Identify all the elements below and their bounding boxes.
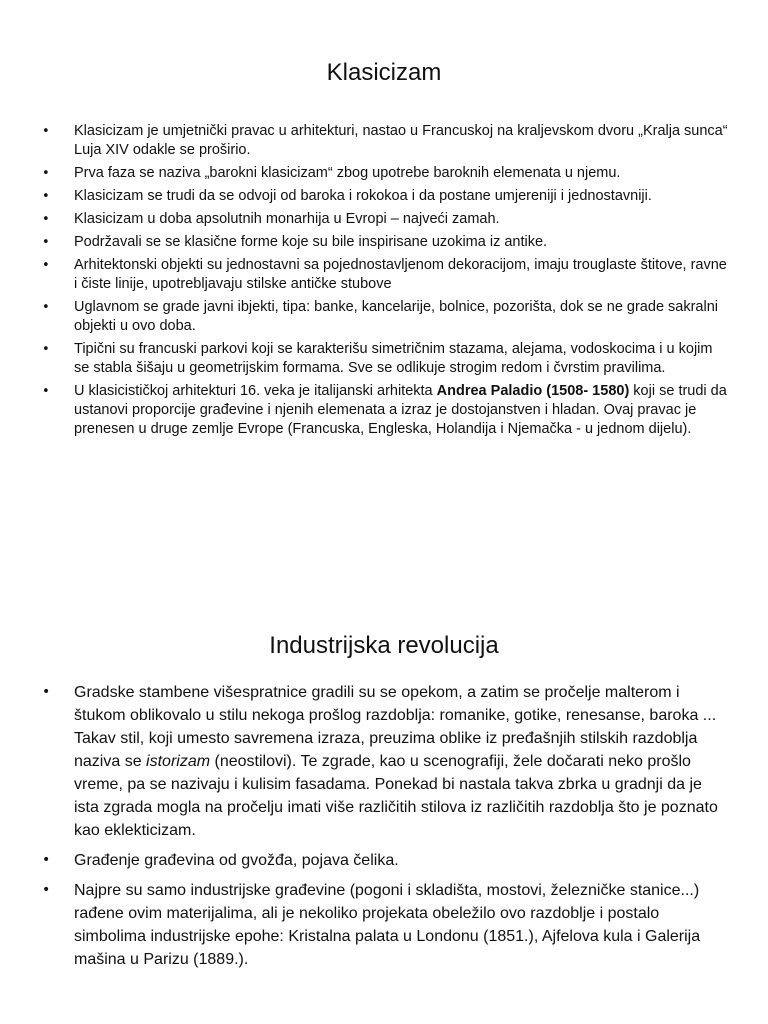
list-item [42,681,728,842]
list-item [42,187,728,206]
bullet-icon: • [42,235,50,250]
bullet-icon: • [42,342,50,357]
list-item-text: Tipični su francuski parkovi koji se karakterišu simetričnim stazama, alejama, vodoskocima i u kojim se stabla šišaju u geometrijskim formama. Sve se odlikuje strogim redom i čvrstim pravilima. [74,341,713,376]
bullet-icon: • [42,124,50,139]
bullet-icon: • [42,300,50,315]
bullet-icon: • [42,384,50,399]
bullet-icon: • [42,684,51,700]
bullet-icon: • [42,166,50,181]
list-item [42,122,728,160]
list-item-text: Građenje građevina od gvožđa, pojava čelika. [74,852,399,869]
list-item [42,879,728,971]
bullet-icon: • [42,852,51,868]
bullet-icon: • [42,882,51,898]
slide-title: Industrijska revolucija [269,632,499,659]
architect-name: Andrea Paladio (1508- 1580) [436,383,630,399]
list-item [42,210,728,229]
list-item [42,340,728,378]
list-item [42,164,728,183]
list-item-text-after: (neostilovi). Te zgrade, kao u scenografiji, žele dočarati neko prošlo vreme, pa se nazivaju i kulisim fasadama. Ponekad bi nastala takva zbrka u gradnji da je ista zgrada mogla na pročelju imati više različitih stilova iz različitih razdoblja što je poznato kao eklekticizam. [74,753,718,839]
list-item-text: Najpre su samo industrijske građevine (pogoni i skladišta, mostovi, železničke stanice...) rađene ovim materijalima, ali je nekoliko projekata obeležilo ovo razdoblje i postalo simbolima industrijske epohe: Kristalna palata u Londonu (1851.), Ajfelova kula i Galerija mašina u Parizu (1889.). [74,882,701,968]
list-item [42,256,728,294]
list-item-text-before: Gradske stambene višespratnice gradili su se opekom, a zatim se pročelje malterom i štukom oblikovalo u stilu nekoga prošlog razdoblja: romanike, gotike, renesanse, baroka ... Takav stil, koji umesto savremena izraza, preuzima oblike iz prеđašnjih stilskih razdoblja naziva se [74,684,717,770]
bullet-list [0,122,768,439]
list-item [42,849,728,872]
list-item [42,298,728,336]
list-item-text: Klasicizam je umjetnički pravac u arhitekturi, nastao u Francuskoj na kraljevskom dvoru „Kralja sunca“ Luja XIV odakle se proširio. [74,123,728,158]
list-item-text: Podržavali se se klasične forme koje su bile inspirisane uzokima iz antike. [74,234,548,250]
bullet-icon: • [42,189,50,204]
list-item [42,233,728,252]
list-item-text: Uglavnom se grade javni ibjekti, tipa: banke, kancelarije, bolnice, pozorišta, dok se ne grade sakralni objekti u ovo doba. [74,299,718,334]
bullet-icon: • [42,258,50,273]
bullet-icon: • [42,212,50,227]
list-item-text-before: U klasicističkoj arhitekturi 16. veka je italijanski arhitekta [74,383,437,399]
slide-industrijska-revolucija [0,576,768,1024]
list-item-text: Arhitektonski objekti su jednostavni sa pojednostavljenom dekoracijom, imaju trouglaste štitove, ravne i čiste linije, upotrebljavaju stilske antičke stubove [74,257,727,292]
list-item-text: Klasicizam se trudi da se odvoji od baroka i rokokoa i da postane umjereniji i jednostavniji. [74,188,652,204]
list-item-text: Klasicizam u doba apsolutnih monarhija u Evropi – najveći zamah. [74,211,500,227]
italic-term: istorizam [146,753,211,770]
slide-title: Klasicizam [326,59,442,86]
list-item-text: Prva faza se naziva „barokni klasicizam“ zbog upotrebe baroknih elemenata u njemu. [74,165,621,181]
bullet-list [0,681,768,971]
list-item-text-after: koji se trudi da ustanovi proporcije građevine i njenih elemenata a izraz je dostojanstven i hladan. Ovaj pravac je prenesen u druge zemlje Evrope (Francuska, Engleska, Holandija i Njemačka - u jednom dijelu). [74,383,727,437]
list-item [42,382,728,439]
